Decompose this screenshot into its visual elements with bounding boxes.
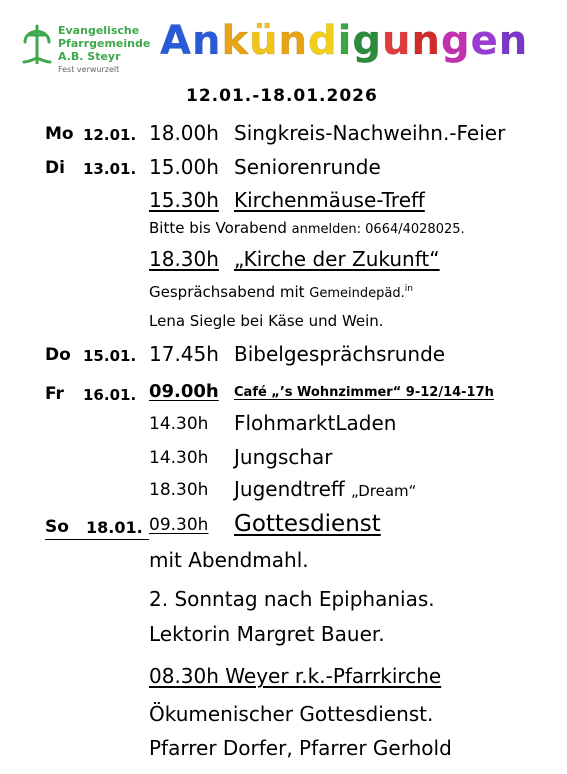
event-time: 18.30h	[149, 247, 219, 271]
date-label-fr: 16.01.	[83, 386, 137, 404]
event-time: 18.00h	[149, 121, 219, 145]
event-title: „Kirche der Zukunft“	[234, 247, 440, 271]
date-label-di: 13.01.	[83, 160, 137, 178]
title-letter: i	[337, 18, 353, 64]
title-letter: k	[221, 18, 250, 64]
title-letter: n	[278, 18, 309, 64]
tree-cross-icon	[20, 22, 54, 64]
event-description	[149, 283, 413, 301]
event-title: Jungschar	[234, 445, 333, 469]
event-title: FlohmarktLaden	[234, 411, 397, 435]
day-label-do: Do	[45, 345, 71, 365]
event-title-main: Jugendtreff	[234, 477, 352, 501]
event-description: Lena Siegle bei Käse und Wein.	[149, 312, 384, 330]
org-tagline: Fest verwurzelt	[58, 65, 120, 74]
title-letter: n	[498, 18, 529, 64]
day-label-di: Di	[45, 158, 65, 178]
note-phone: : 0664/4028025.	[356, 222, 465, 237]
note-text-small: anmelden	[291, 222, 357, 237]
event-title: Singkreis-Nachweihn.-Feier	[234, 121, 506, 145]
title-letter: ü	[249, 18, 279, 64]
event-title-quote: „Dream“	[351, 482, 417, 500]
event-title: 08.30h Weyer r.k.-Pfarrkirche	[149, 664, 442, 688]
title-letter: d	[308, 18, 338, 64]
event-time: 15.30h	[149, 188, 219, 212]
title-letter: n	[191, 18, 222, 64]
event-title: Gottesdienst	[234, 511, 381, 537]
event-title	[234, 477, 416, 501]
event-description: Pfarrer Dorfer, Pfarrer Gerhold	[149, 736, 452, 760]
note-text: Bitte bis Vorabend	[149, 219, 292, 237]
event-title: Bibelgesprächsrunde	[234, 342, 446, 366]
event-time: 15.00h	[149, 155, 219, 179]
event-description: mit Abendmahl.	[149, 548, 309, 572]
title-letter: e	[470, 18, 499, 64]
title-letter: g	[352, 18, 383, 64]
event-description: 2. Sonntag nach Epiphanias.	[149, 587, 435, 611]
church-logo	[20, 22, 180, 78]
event-time: 14.30h	[149, 448, 209, 468]
date-label-so: 18.01.	[86, 518, 143, 537]
event-description: Lektorin Margret Bauer.	[149, 622, 385, 646]
event-title: Seniorenrunde	[234, 155, 381, 179]
day-label-mo: Mo	[45, 124, 74, 144]
event-note	[149, 219, 465, 237]
title-letter: u	[382, 18, 412, 64]
date-range: 12.01.-18.01.2026	[186, 86, 378, 106]
event-time: 17.45h	[149, 342, 219, 366]
org-name-line3: A.B. Steyr	[58, 50, 121, 63]
org-name-line2: Pfarrgemeinde	[58, 37, 151, 50]
date-label-do: 15.01.	[83, 347, 137, 365]
event-title: Kirchenmäuse-Treff	[234, 188, 425, 212]
page-title	[160, 18, 528, 64]
event-time: 09.30h	[149, 515, 209, 535]
title-letter: n	[411, 18, 441, 64]
title-letter: g	[441, 18, 471, 64]
event-time: 14.30h	[149, 414, 209, 434]
event-time: 18.30h	[149, 480, 209, 500]
date-label-mo: 12.01.	[83, 126, 137, 144]
desc-text: Gesprächsabend mit	[149, 283, 310, 301]
desc-superscript: in	[404, 284, 413, 294]
title-letter: A	[160, 18, 192, 64]
event-title: Café „’s Wohnzimmer“ 9-12/14-17h	[234, 385, 494, 400]
event-description: Ökumenischer Gottesdienst.	[149, 702, 434, 726]
day-label-fr: Fr	[45, 384, 64, 404]
event-time: 09.00h	[149, 381, 219, 402]
desc-role: Gemeindepäd.	[309, 286, 405, 301]
day-label-so: So	[45, 517, 69, 537]
org-name-line1: Evangelische	[58, 24, 140, 37]
